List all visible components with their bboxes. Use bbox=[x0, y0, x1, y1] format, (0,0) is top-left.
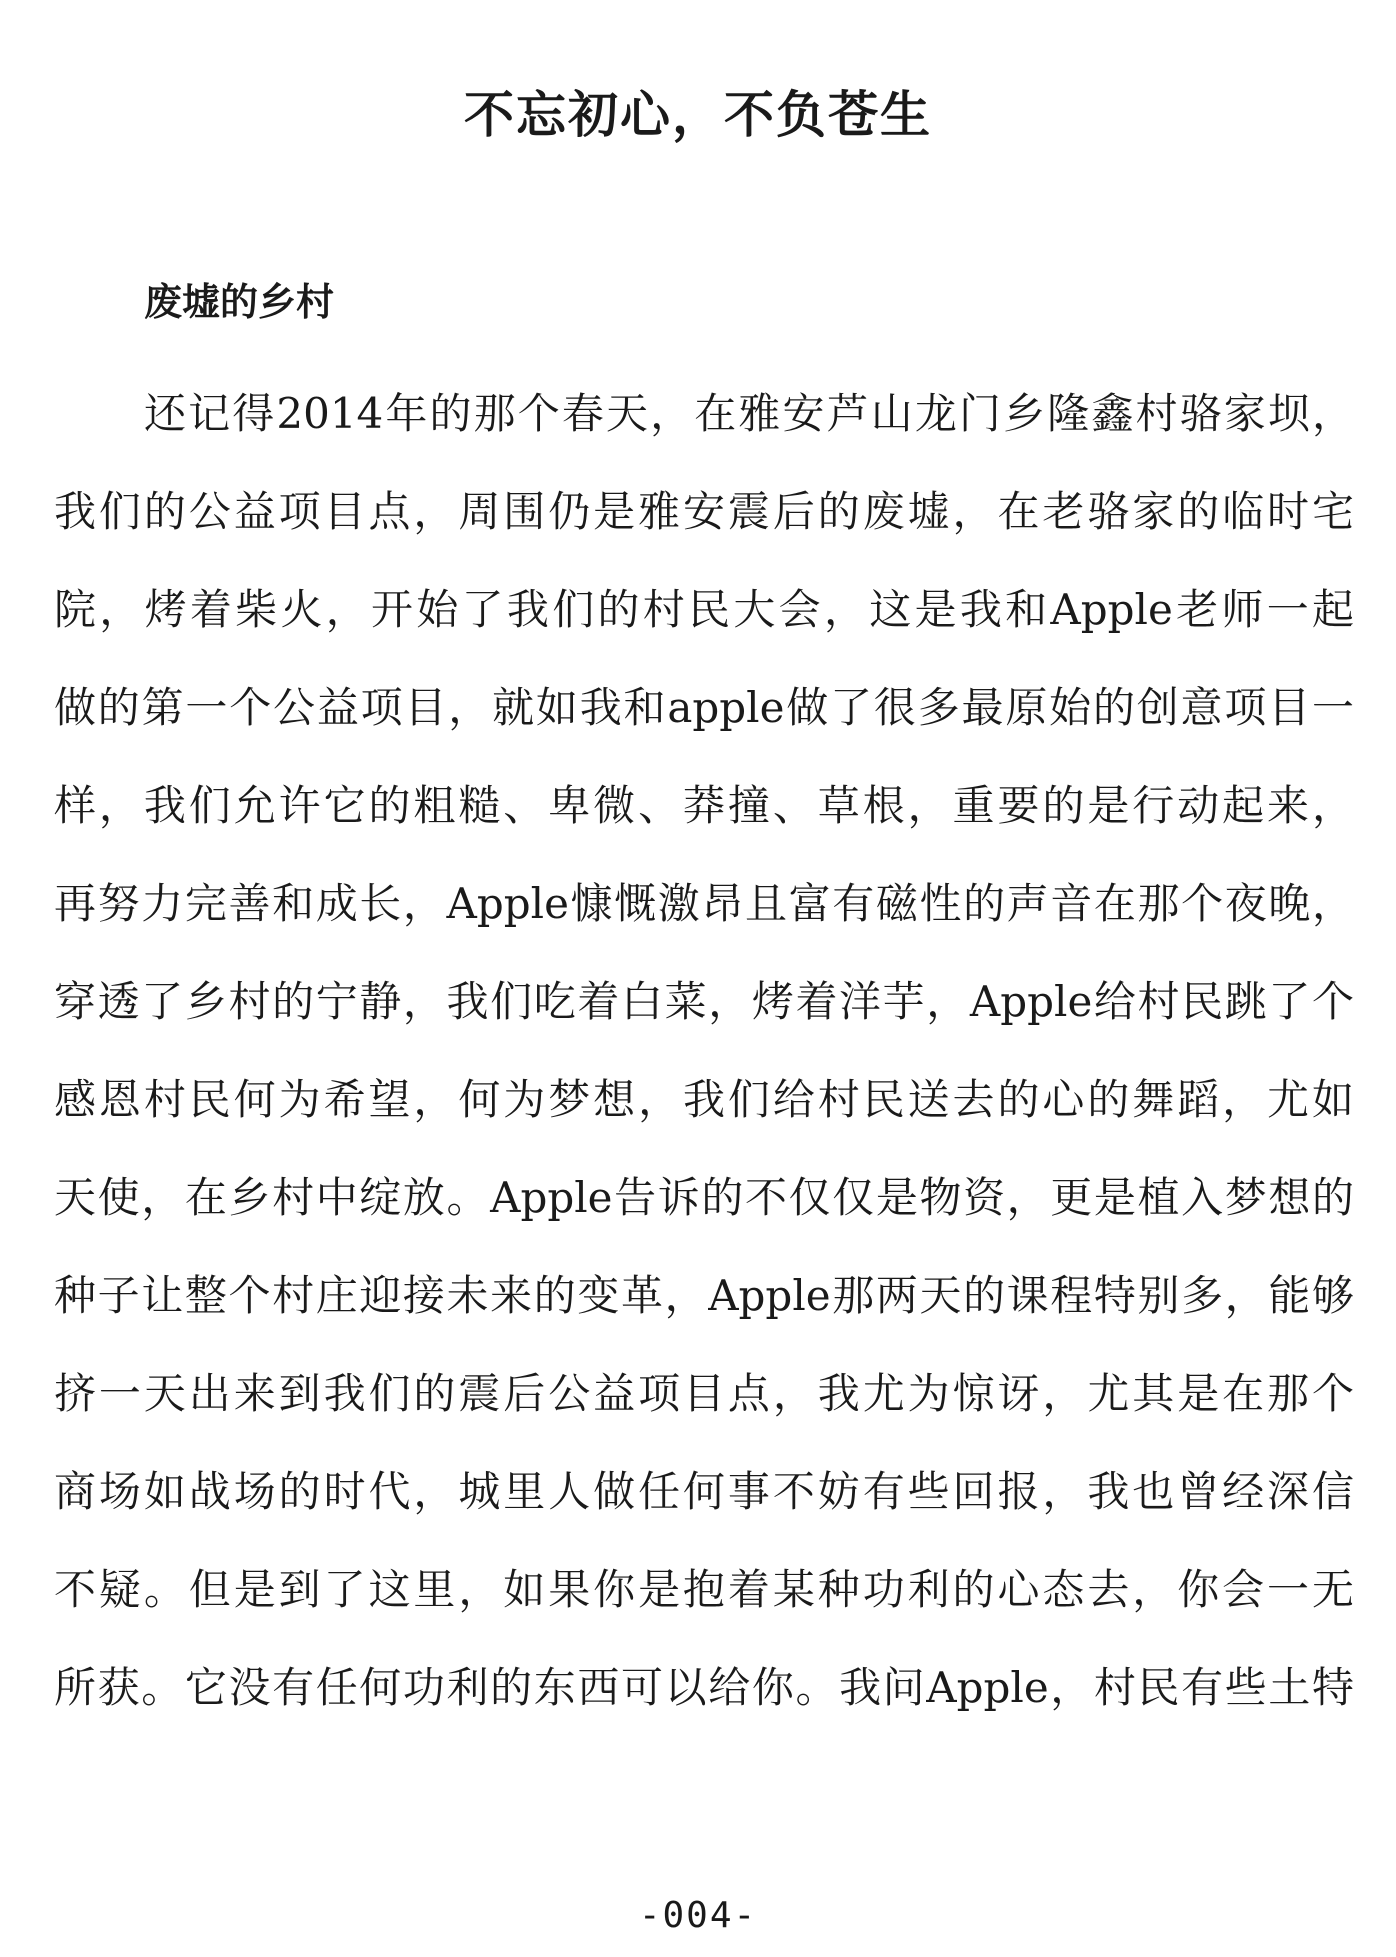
body-line: 种子让整个村庄迎接未来的变革，Apple那两天的课程特别多，能够 bbox=[54, 1271, 1354, 1320]
section-heading: 废墟的乡村 bbox=[144, 280, 335, 324]
body-line: 所获。它没有任何功利的东西可以给你。我问Apple，村民有些土特 bbox=[54, 1663, 1354, 1712]
body-line: 还记得2014年的那个春天，在雅安芦山龙门乡隆鑫村骆家坝， bbox=[144, 389, 1354, 438]
body-line: 我们的公益项目点，周围仍是雅安震后的废墟，在老骆家的临时宅 bbox=[54, 487, 1354, 536]
page-number: -004- bbox=[638, 1895, 758, 1936]
body-line: 感恩村民何为希望，何为梦想，我们给村民送去的心的舞蹈，尤如 bbox=[54, 1075, 1354, 1124]
body-line: 天使，在乡村中绽放。Apple告诉的不仅仅是物资，更是植入梦想的 bbox=[54, 1173, 1354, 1222]
body-line: 院，烤着柴火，开始了我们的村民大会，这是我和Apple老师一起 bbox=[54, 585, 1354, 634]
body-line: 做的第一个公益项目，就如我和apple做了很多最原始的创意项目一 bbox=[54, 683, 1354, 732]
body-line: 挤一天出来到我们的震后公益项目点，我尤为惊讶，尤其是在那个 bbox=[54, 1369, 1354, 1418]
page-title: 不忘初心，不负苍生 bbox=[464, 85, 932, 144]
body-line: 样，我们允许它的粗糙、卑微、莽撞、草根，重要的是行动起来， bbox=[54, 781, 1354, 830]
body-line: 不疑。但是到了这里，如果你是抱着某种功利的心态去，你会一无 bbox=[54, 1565, 1354, 1614]
body-line: 穿透了乡村的宁静，我们吃着白菜，烤着洋芋，Apple给村民跳了个 bbox=[54, 977, 1354, 1026]
body-paragraph bbox=[54, 365, 1354, 1737]
body-line: 再努力完善和成长，Apple慷慨激昂且富有磁性的声音在那个夜晚， bbox=[54, 879, 1354, 928]
body-line: 商场如战场的时代，城里人做任何事不妨有些回报，我也曾经深信 bbox=[54, 1467, 1354, 1516]
